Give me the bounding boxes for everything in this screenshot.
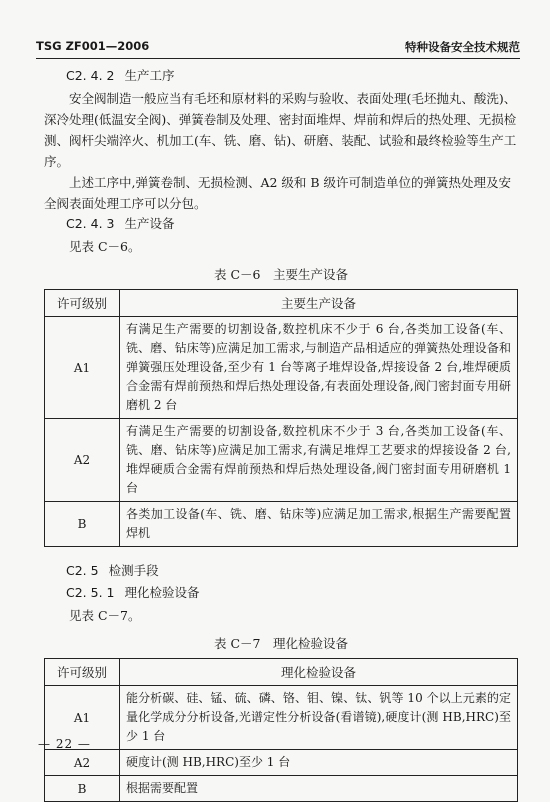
page-body <box>44 66 518 802</box>
page-number: — 22 — <box>38 737 91 751</box>
table-header-row <box>45 290 518 317</box>
table-production-equipment <box>44 289 518 547</box>
section-title: 理化检验设备 <box>124 585 200 600</box>
table-row <box>45 750 518 776</box>
table-inspection-equipment <box>44 658 518 802</box>
license-level-cell: B <box>45 502 120 547</box>
column-header: 理化检验设备 <box>120 659 518 686</box>
running-header <box>36 36 520 59</box>
paragraph: 见表 C－6。 <box>69 239 141 254</box>
section-number: C2. 4. 2 <box>66 68 115 83</box>
section-number: C2. 5 <box>66 563 99 578</box>
standard-code: TSG ZF001—2006 <box>36 39 150 53</box>
section-number: C2. 4. 3 <box>66 216 115 231</box>
table-row <box>45 502 518 547</box>
column-header: 许可级别 <box>45 659 120 686</box>
paragraph: 安全阀制造一般应当有毛坯和原材料的采购与验收、表面处理(毛坯抛丸、酸洗)、深冷处理(低温安全阀)、弹簧卷制及处理、密封面堆焊、焊前和焊后的热处理、无损检测、阀杆尖端淬火、机加工(车、铣、磨、钻)、研磨、装配、试验和最终检验等生产工序。 <box>44 91 517 169</box>
table-row <box>45 419 518 502</box>
equipment-cell: 根据需要配置 <box>120 776 518 802</box>
table-caption: 表 C－6 主要生产设备 <box>214 267 348 282</box>
table-row <box>45 776 518 802</box>
equipment-cell: 能分析碳、硅、锰、硫、磷、铬、钼、镍、钛、钒等 10 个以上元素的定量化学成分分析设备,光谱定性分析设备(看谱镜),硬度计(测 HB,HRC)至少 1 台 <box>120 686 518 750</box>
section-number: C2. 5. 1 <box>66 585 115 600</box>
section-heading <box>66 214 518 234</box>
section-heading <box>66 66 518 86</box>
section-heading <box>66 583 518 603</box>
license-level-cell: A1 <box>45 317 120 419</box>
table-row <box>45 686 518 750</box>
license-level-cell: B <box>45 776 120 802</box>
section-heading <box>66 561 518 581</box>
equipment-cell: 有满足生产需要的切割设备,数控机床不少于 6 台,各类加工设备(车、铣、磨、钻床等)应满足加工需求,与制造产品相适应的弹簧热处理设备和弹簧强压处理设备,至少有 1 台等离子堆焊设备,焊接设备 2 台,堆焊硬质合金需有焊前预热和焊后热处理设备,有表面处理设备,阀门密封面专用研磨机 2 台 <box>120 317 518 419</box>
section-title: 生产工序 <box>124 68 175 83</box>
section-title: 检测手段 <box>108 563 159 578</box>
license-level-cell: A2 <box>45 750 120 776</box>
column-header: 主要生产设备 <box>120 290 518 317</box>
table-row <box>45 317 518 419</box>
paragraph: 上述工序中,弹簧卷制、无损检测、A2 级和 B 级许可制造单位的弹簧热处理及安全阀表面处理工序可以分包。 <box>44 175 512 211</box>
section-title: 生产设备 <box>124 216 175 231</box>
table-caption: 表 C－7 理化检验设备 <box>214 636 348 651</box>
license-level-cell: A2 <box>45 419 120 502</box>
column-header: 许可级别 <box>45 290 120 317</box>
table-header-row <box>45 659 518 686</box>
equipment-cell: 各类加工设备(车、铣、磨、钻床等)应满足加工需求,根据生产需要配置焊机 <box>120 502 518 547</box>
license-level-cell: A1 <box>45 686 120 750</box>
paragraph: 见表 C－7。 <box>69 608 141 623</box>
equipment-cell: 有满足生产需要的切割设备,数控机床不少于 3 台,各类加工设备(车、铣、磨、钻床等)应满足加工需求,有满足堆焊工艺要求的焊接设备 2 台,堆焊硬质合金需有焊前预热和焊后热处理设备,阀门密封面专用研磨机 1 台 <box>120 419 518 502</box>
standard-series-title: 特种设备安全技术规范 <box>405 40 520 54</box>
equipment-cell: 硬度计(测 HB,HRC)至少 1 台 <box>120 750 518 776</box>
